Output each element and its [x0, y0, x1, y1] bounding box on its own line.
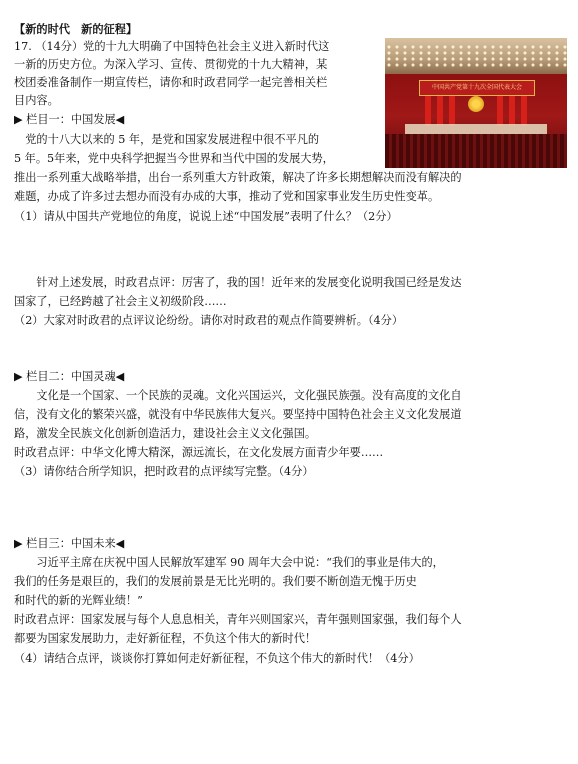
text-line: 推出一系列重大战略举措，出台一系列重大方针政策，解决了许多长期想解决而没有解决的: [14, 171, 462, 184]
commentary-1: 针对上述发展，时政君点评：厉害了，我的国！近年来的发展变化说明我国已经是发达: [14, 276, 462, 289]
text-line: 校团委准备制作一期宣传栏，请你和时政君同学一起完善相关栏: [14, 76, 328, 89]
congress-banner: 中国共产党第十九次全国代表大会: [419, 80, 535, 96]
question-4: （4）请结合点评，谈谈你打算如何走好新征程，不负这个伟大的新时代！（4分）: [14, 652, 420, 665]
party-emblem-icon: [468, 96, 484, 112]
question-2: （2）大家对时政君的点评议论纷纷。请你对时政君的观点作简要辨析。（4分）: [14, 314, 404, 327]
section-title: 【新的时代 新的征程】: [14, 22, 138, 36]
ceiling-lights: [385, 44, 567, 68]
question-3: （3）请你结合所学知识，把时政君的点评续写完整。（4分）: [14, 465, 314, 478]
text-line: 都要为国家发展助力，走好新征程，不负这个伟大的新时代！: [14, 632, 317, 645]
text-line: 国家了，已经跨越了社会主义初级阶段……: [14, 295, 227, 308]
text-line: 党的十八大以来的 5 年，是党和国家发展进程中很不平凡的: [14, 133, 320, 146]
rostrum: [405, 124, 547, 134]
question-17-intro: 17. （14分）党的十九大明确了中国特色社会主义进入新时代这: [14, 40, 330, 53]
audience-seats: [385, 134, 567, 168]
commentary-3: 时政君点评：国家发展与每个人息息相关，青年兴则国家兴，青年强则国家强，我们每个人: [14, 613, 462, 626]
text-line: 一新的历史方位。为深入学习、宣传、贯彻党的十九大精神，某: [14, 58, 328, 71]
congress-photo: [385, 38, 567, 168]
text-line: 路，激发全民族文化创新创造活力，建设社会主义文化强国。: [14, 427, 317, 440]
text-line: 难题，办成了许多过去想办而没有办成的大事，推动了党和国家事业发生历史性变革。: [14, 190, 440, 203]
column-2-heading: ▶ 栏目二：中国灵魂◀: [14, 370, 125, 383]
text-line: 目内容。: [14, 94, 59, 107]
column-3-heading: ▶ 栏目三：中国未来◀: [14, 537, 125, 550]
commentary-2: 时政君点评：中华文化博大精深，源远流长，在文化发展方面青少年要……: [14, 446, 384, 459]
text-line: 和时代的新的光辉业绩！”: [14, 594, 143, 607]
red-flag-icon: [437, 96, 443, 126]
text-line: 信，没有文化的繁荣兴盛，就没有中华民族伟大复兴。要坚持中国特色社会主义文化发展道: [14, 408, 462, 421]
column-1-heading: ▶ 栏目一：中国发展◀: [14, 113, 125, 126]
text-line: 我们的任务是艰巨的，我们的发展前景是无比光明的。我们要不断创造无愧于历史: [14, 575, 417, 588]
text-line: 文化是一个国家、一个民族的灵魂。文化兴国运兴，文化强民族强。没有高度的文化自: [14, 389, 462, 402]
red-flag-icon: [425, 96, 431, 126]
red-flag-icon: [497, 96, 503, 126]
red-flag-icon: [449, 96, 455, 126]
red-flag-icon: [509, 96, 515, 126]
question-1: （1）请从中国共产党地位的角度，说说上述“中国发展”表明了什么？（2分）: [14, 210, 398, 223]
red-flag-icon: [521, 96, 527, 126]
text-line: 5 年。5年来，党中央科学把握当今世界和当代中国的发展大势，: [14, 152, 334, 165]
text-line: 习近平主席在庆祝中国人民解放军建军 90 周年大会中说：“我们的事业是伟大的，: [14, 556, 444, 569]
